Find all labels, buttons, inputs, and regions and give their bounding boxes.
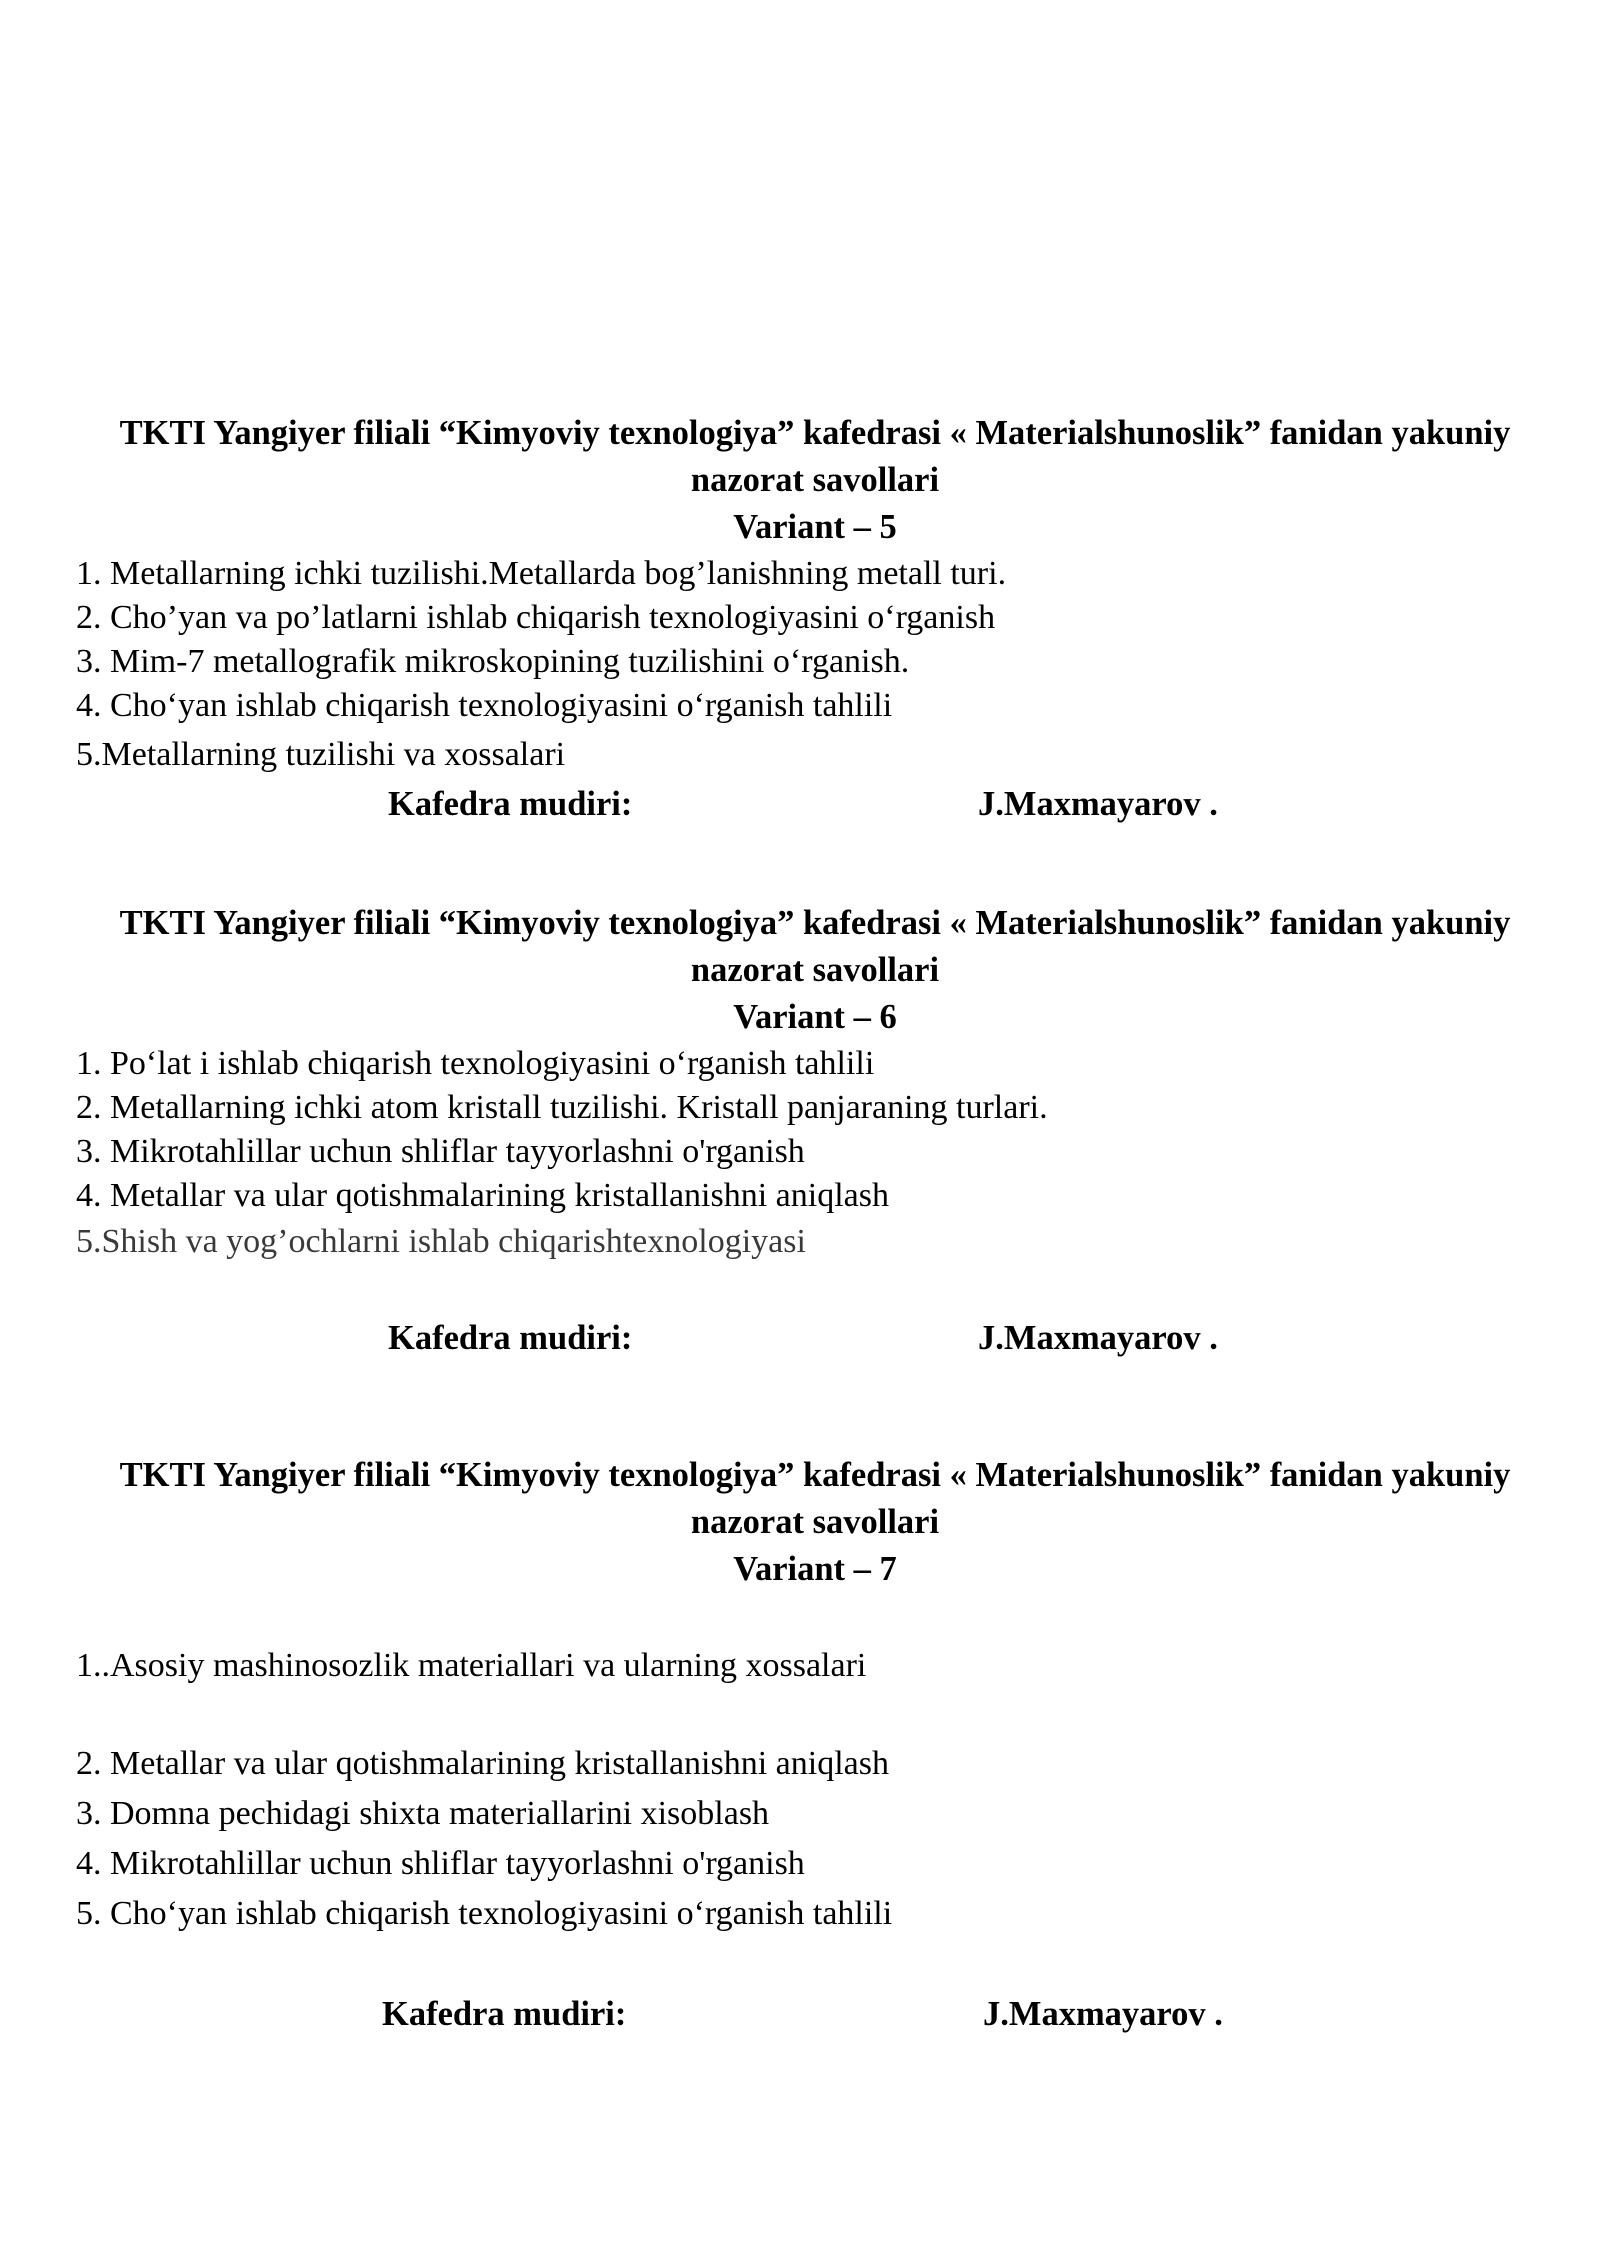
question-item: 3. Mim-7 metallografik mikroskopining tuzilishini oʻrganish. xyxy=(76,643,910,680)
signature-name: J.Maxmayarov . xyxy=(978,785,1218,823)
question-item: 4. Mikrotahlillar uchun shliflar tayyorlashni o'rganish xyxy=(76,1845,805,1882)
block-title: TKTI Yangiyer filiali “Kimyoviy texnologiya” kafedrasi « Materialshunoslik” fanidan yakuniy nazorat savollari xyxy=(119,1456,1511,1541)
question-item: 3. Domna pechidagi shixta materiallarini xisoblash xyxy=(76,1795,770,1832)
question-item: 4. Metallar va ular qotishmalarining kristallanishni aniqlash xyxy=(76,1177,889,1214)
variant-heading: Variant – 5 xyxy=(733,508,897,546)
block-title: TKTI Yangiyer filiali “Kimyoviy texnologiya” kafedrasi « Materialshunoslik” fanidan yakuniy nazorat savollari xyxy=(119,414,1511,499)
question-item: 5. Choʻyan ishlab chiqarish texnologiyasini oʻrganish tahlili xyxy=(76,1895,893,1932)
question-item: 5.Metallarning tuzilishi va xossalari xyxy=(76,736,566,773)
signature-name: J.Maxmayarov . xyxy=(983,1995,1223,2033)
variant-heading: Variant – 7 xyxy=(733,1550,897,1588)
question-item: 1. Metallarning ichki tuzilishi.Metallarda bog’lanishning metall turi. xyxy=(76,555,1007,592)
question-item: 2. Metallar va ular qotishmalarining kristallanishni aniqlash xyxy=(76,1745,889,1782)
block-title: TKTI Yangiyer filiali “Kimyoviy texnologiya” kafedrasi « Materialshunoslik” fanidan yakuniy nazorat savollari xyxy=(119,904,1511,989)
question-item: 3. Mikrotahlillar uchun shliflar tayyorlashni o'rganish xyxy=(76,1133,805,1170)
question-item: 2. Metallarning ichki atom kristall tuzilishi. Kristall panjaraning turlari. xyxy=(76,1089,1048,1126)
signature-label: Kafedra mudiri: xyxy=(388,785,633,823)
variant-heading: Variant – 6 xyxy=(733,998,897,1036)
signature-label: Kafedra mudiri: xyxy=(382,1995,627,2033)
question-item: 2. Cho’yan va po’latlarni ishlab chiqarish texnologiyasini oʻrganish xyxy=(76,599,996,636)
question-item: 1..Asosiy mashinosozlik materiallari va ularning xossalari xyxy=(76,1647,867,1684)
question-item: 5.Shish va yog’ochlarni ishlab chiqarishtexnologiyasi xyxy=(76,1223,806,1260)
signature-label: Kafedra mudiri: xyxy=(388,1319,633,1357)
question-item: 4. Choʻyan ishlab chiqarish texnologiyasini oʻrganish tahlili xyxy=(76,687,893,724)
signature-name: J.Maxmayarov . xyxy=(978,1319,1218,1357)
question-item: 1. Poʻlat i ishlab chiqarish texnologiyasini oʻrganish tahlili xyxy=(76,1045,875,1082)
